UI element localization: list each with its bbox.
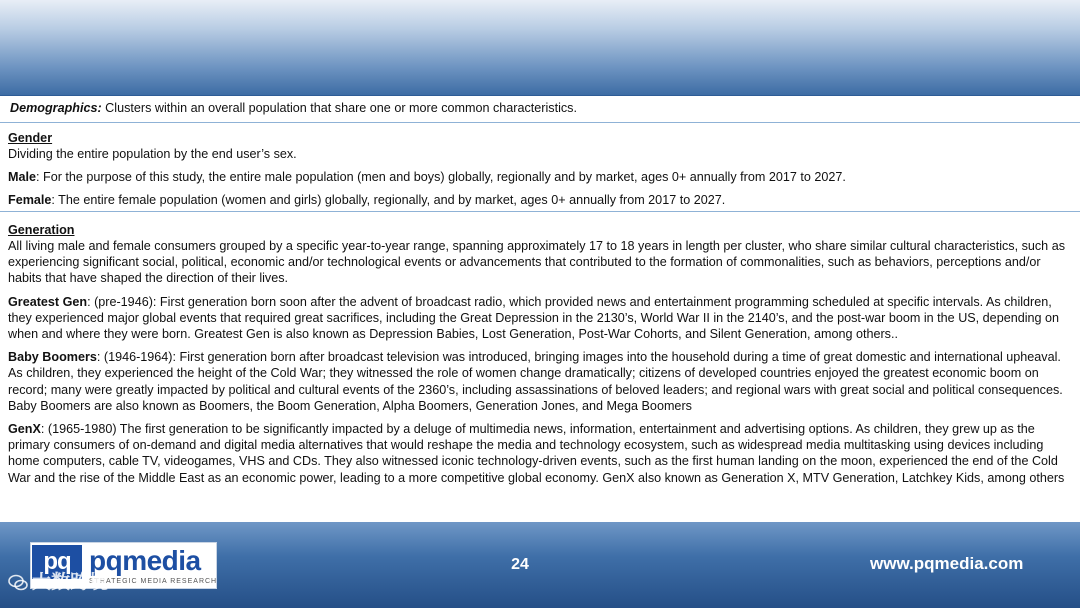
baby-boomers-definition [8, 349, 1074, 414]
section-divider [0, 211, 1080, 212]
female-text: : The entire female population (women and girls) globally, regionally, and by market, ages 0+ annually from 2017 to 2027. [51, 193, 726, 208]
definition-paragraph [10, 101, 577, 116]
wechat-icon [8, 574, 28, 592]
definition-text: Clusters within an overall population that share one or more common characteristics. [101, 101, 577, 115]
slide-content [0, 96, 1080, 522]
page-number: 24 [511, 556, 529, 573]
logo-mark: pq [32, 545, 82, 579]
footer-banner [0, 522, 1080, 608]
genx-text: : (1965-1980) The first generation to be significantly impacted by a deluge of multimedia news, information, entertainment and advertising options. As children, they grew up as the primary consumers of on-demand and digital media alternatives that would reshape the media and technology ecosystem, such as widespread media multitasking using devices including home computers, cable TV, videogames, VHS and CDs. They also witnessed iconic technology-driven events, such as the first human landing on the moon, experienced the end of the Cold War and the rise of the Middle East as an economic power, leading to a more competitive global economy. GenX also known as Generation X, MTV Generation, Latchkey Kids, among others [8, 422, 1065, 485]
definition-term: Demographics: [10, 101, 102, 115]
genx-definition [8, 421, 1074, 486]
definition-row [0, 96, 1080, 123]
baby-boomers-label: Baby Boomers [8, 350, 97, 365]
female-label: Female [8, 193, 52, 208]
gender-intro: Dividing the entire population by the end user’s sex. [8, 147, 297, 161]
logo-wordmark: pqmedia [89, 545, 201, 576]
male-definition [8, 169, 1074, 185]
watermark [8, 572, 108, 594]
logo-tagline: STRATEGIC MEDIA RESEARCH [89, 578, 218, 585]
watermark-text: 大数跨境 [32, 572, 109, 593]
header-banner [0, 0, 1080, 96]
genx-label: GenX [8, 422, 41, 437]
generation-intro: All living male and female consumers grouped by a specific year-to-year range, spanning approximately 17 to 18 years in length per cluster, who share similar cultural characteristics, such as experiencing significant social, political, economic and/or technological events or advancements that contributed to the formation of commonalities, such as behaviors, perceptions and/or habits that have shaped the direction of their lives. [8, 239, 1065, 286]
male-label: Male [8, 170, 36, 185]
generation-section [8, 222, 1074, 486]
greatest-gen-definition [8, 294, 1074, 343]
greatest-gen-label: Greatest Gen [8, 294, 88, 309]
gender-section [8, 130, 1074, 209]
baby-boomers-text: : (1946-1964): First generation born after broadcast television was introduced, bringing images into the household during a time of great domestic and international upheaval. As children, they experienced the height of the Cold War; they witnessed the role of women change dramatically; citizens of developed countries enjoyed the greatest economic boom on record; many were greatly impacted by political and cultural events of the 2360’s, including assassinations of beloved leaders; and regional wars with great social and political consequences. Baby Boomers are also known as Boomers, the Boom Generation, Alpha Boomers, Generation Jones, and Mega Boomers [8, 350, 1063, 413]
website-link[interactable]: www.pqmedia.com [870, 554, 1024, 573]
female-definition [8, 192, 1074, 208]
generation-heading: Generation [8, 223, 75, 237]
greatest-gen-text: : (pre-1946): First generation born soon after the advent of broadcast radio, which provided news and entertainment programming scheduled at specific intervals. As children, they experienced major global events that required great sacrifices, including the Great Depression in the 2130’s, World War II in the 2140’s, and the post-war boom in the US, depending on when and where they were born. Greatest Gen is also known as Depression Babies, Lost Generation, Post-War Cohorts, and Silent Generation, among others.. [8, 294, 1060, 342]
male-text: : For the purpose of this study, the entire male population (men and boys) globally, regionally and by market, ages 0+ annually from 2017 to 2027. [36, 170, 846, 185]
gender-heading: Gender [8, 131, 53, 145]
